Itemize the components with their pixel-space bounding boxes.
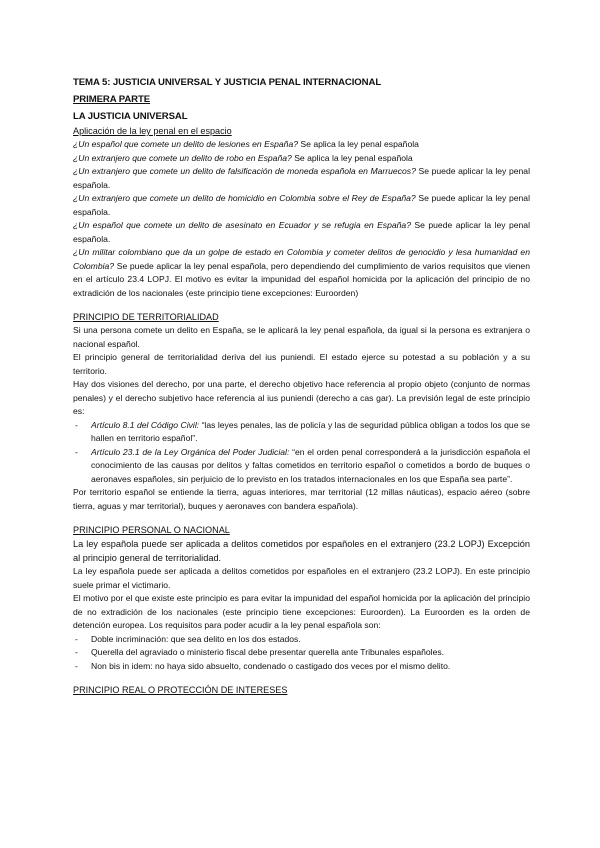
personal-paragraph: El motivo por el que existe este principio es para evitar la impunidad del español homicida por la aplicación del principio de no extradición de los nacionales (este principio tiene excepciones: Euroorden). La Euroorden es la orden de detención europea. Los requisitos para poder acudir a la ley penal española son: [73,593,530,630]
list-marker: - [75,446,78,457]
list-marker: - [75,647,78,657]
real-heading: PRINCIPIO REAL O PROTECCIÓN DE INTERESES [73,685,288,695]
personal-list [73,633,530,674]
case-answer: Se puede aplicar la ley penal española. [73,193,530,217]
law-text: “las leyes penales, las de policía y las de seguridad pública obligan a todos los que se hallen en territorio español”. [91,419,530,443]
list-text: Querella del agraviado o ministerio fiscal debe presentar querella ante Tribunales españoles. [91,647,445,657]
case-item [73,138,530,152]
case-question: ¿Un español que comete un delito de lesiones en España? [73,139,299,149]
list-text: Doble incriminación: que sea delito en los dos estados. [91,633,301,644]
list-item [75,446,530,487]
case-item [73,219,530,246]
law-reference: Artículo 23.1 de la Ley Orgánica del Poder Judicial: [91,446,290,457]
territorialidad-paragraph: Hay dos visiones del derecho, por una parte, el derecho objetivo hace referencia al propio objeto (conjunto de normas penales) y el derecho subjetivo hace referencia al ius puniendi (derecho a cas gar). La previsión legal de este principio es: [73,379,530,416]
case-answer: Se puede aplicar la ley penal española, pero dependiendo del cumplimiento de varios requisitos que vienen en el artículo 23.4 LOPJ. El motivo es evitar la impunidad del español homicida por la aplicación del principio de no extradición de los nacionales (este principio tiene excepciones: Euroorden) [73,260,530,298]
territorialidad-list [73,419,530,487]
territorialidad-paragraph: Si una persona comete un delito en España, se le aplicará la ley penal española, da igual si la persona es extranjera o nacional español. [73,325,530,349]
list-marker: - [75,633,78,644]
case-answer: Se aplica la ley penal española [291,152,413,163]
list-item [75,419,530,446]
list-item [75,633,530,647]
case-question: ¿Un extranjero que comete un delito de homicidio en Colombia sobre el Rey de España? [73,193,416,203]
personal-paragraph: La ley española puede ser aplicada a delitos cometidos por españoles en el extranjero (23.2 LOPJ) Excepción al principio general de territorialidad. [73,539,530,563]
list-marker: - [75,419,78,430]
personal-heading: PRINCIPIO PERSONAL O NACIONAL [73,525,230,535]
case-answer: Se puede aplicar la ley penal española. [73,166,530,190]
law-text: “en el orden penal corresponderá a la jurisdicción española el conocimiento de las causas por delitos y faltas cometidos en territorio español o cometidos a bordo de buques o aeronaves españoles, sin perjuicio de lo previsto en los tratados internacionales en los que España sea parte”. [91,446,530,484]
case-item [73,192,530,219]
case-question: ¿Un extranjero que comete un delito de falsificación de moneda española en Marruecos? [73,166,416,176]
law-reference: Artículo 8.1 del Código Civil: [91,419,200,430]
territorialidad-paragraph: El principio general de territorialidad deriva del ius puniendi. El estado ejerce su potestad a su población y a su territorio. [73,352,530,376]
subsection-heading: Aplicación de la ley penal en el espacio [73,126,232,136]
case-question: ¿Un español que comete un delito de asesinato en Ecuador y se refugia en España? [73,220,411,230]
case-answer: Se aplica la ley penal española [298,139,419,149]
territorialidad-paragraph: Por territorio español se entiende la tierra, aguas interiores, mar territorial (12 millas náuticas), espacio aéreo (sobre tierra, aguas y mar territorial), buques y aeronaves con bandera española). [73,487,530,511]
list-item [75,660,530,674]
section-heading: LA JUSTICIA UNIVERSAL [73,111,188,122]
case-question: ¿Un militar colombiano que da un golpe de estado en Colombia y cometer delitos de genocidio y lesa humanidad en Colombia? [73,247,530,271]
part-heading: PRIMERA PARTE [73,94,151,105]
document-page [73,76,530,697]
case-question: ¿Un extranjero que comete un delito de robo en España? [73,152,292,163]
list-text: Non bis in idem: no haya sido absuelto, condenado o castigado dos veces por el mismo delito. [91,660,451,671]
case-item [73,152,530,166]
document-title: TEMA 5: JUSTICIA UNIVERSAL Y JUSTICIA PENAL INTERNACIONAL [73,77,382,88]
list-marker: - [75,660,78,671]
personal-paragraph: La ley española puede ser aplicada a delitos cometidos por españoles en el extranjero (23.2 LOPJ). En este principio suele primar el victimario. [73,566,530,590]
list-item [75,646,530,660]
case-item [73,165,530,192]
territorialidad-heading: PRINCIPIO DE TERRITORIALIDAD [73,312,219,322]
cases-list [73,138,530,300]
case-item [73,246,530,300]
case-answer: Se puede aplicar la ley penal española. [73,220,530,244]
